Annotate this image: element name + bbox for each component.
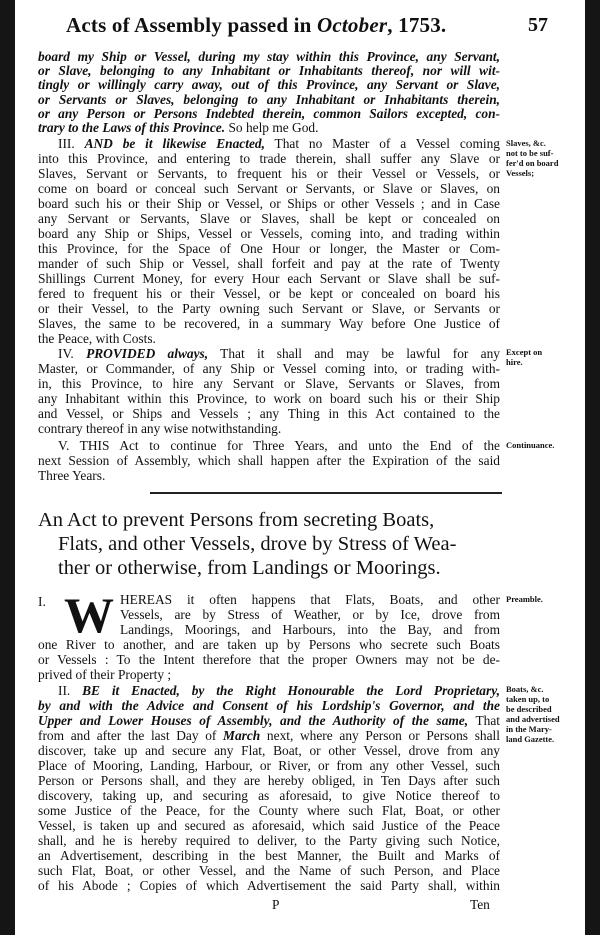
- text-run: come on board or conceal such Servant or Servants, or Slave or Slaves, on: [38, 181, 500, 196]
- text-line: [38, 803, 500, 818]
- text-run: Slaves, the same to be recovered, in a summary Way before One Justice of: [38, 316, 500, 331]
- header-year: , 1753.: [387, 13, 447, 37]
- text-run: next Session of Assembly, which shall happen after the Expiration of the said: [38, 453, 500, 468]
- text-line: [38, 833, 500, 848]
- margin-note-except: [506, 347, 584, 367]
- italic-text-run: or Servants or Slaves, belonging to any Inhabitant or Inhabitants therein,: [38, 91, 500, 107]
- text-line: [120, 622, 500, 637]
- text-run: Place of Mooring, Landing, Harbour, or River, or from any other Vessel, such: [38, 758, 500, 773]
- text-line: [120, 592, 500, 607]
- text-line: [38, 50, 500, 64]
- scan-border-left: [0, 0, 15, 935]
- text-line: [38, 391, 500, 406]
- text-run: or Vessels : To the Intent therefore that the proper Owners may not be de-: [38, 652, 500, 667]
- text-line: [38, 667, 500, 682]
- text-run: or their Vessel, to the Party owning such Servant or Slave, or Servants or: [38, 301, 500, 316]
- text-run: contrary thereof in any wise notwithstanding.: [38, 421, 282, 436]
- text-line: [38, 406, 500, 421]
- text-run: one River to another, and are taken up by Persons who secrete such Boats: [38, 637, 500, 652]
- act-title-line: An Act to prevent Persons from secreting Boats,: [38, 509, 435, 531]
- section-4: [38, 346, 500, 436]
- text-run: some Justice of the Peace, for the County where such Flat, Boat, or other: [38, 803, 500, 818]
- act-title-line: ther or otherwise, from Landings or Moorings.: [58, 557, 441, 579]
- text-line: [38, 698, 500, 713]
- text-line: [38, 683, 500, 698]
- header-title: Acts of Assembly passed in: [66, 13, 318, 37]
- text-line: [38, 331, 500, 346]
- margin-note-line: not to be suf-: [506, 148, 554, 158]
- italic-text-run: by and with the Advice and Consent of his Lordship's Governor, and the: [38, 698, 500, 713]
- header-month: October: [317, 13, 388, 37]
- italic-text-run: tingly or willingly carry away, out of this Province, any Servant or Slave,: [38, 77, 500, 93]
- text-line: [38, 438, 500, 453]
- text-run: prived of their Property ;: [38, 667, 172, 682]
- text-run: this Province, for the Space of One Hour or longer, the Master or Com-: [38, 241, 500, 256]
- text-run: Shillings Current Money, for every Hour each Servant or Slave shall be suf-: [38, 271, 500, 286]
- drop-cap: W: [64, 587, 114, 643]
- text-line: [38, 346, 500, 361]
- text-line: [38, 848, 500, 863]
- text-run: III.: [58, 136, 85, 151]
- margin-note-line: hire.: [506, 357, 523, 367]
- text-line: [38, 256, 500, 271]
- text-run: any Inhabitant within this Province, to work on board such his or their Ship: [38, 391, 500, 406]
- text-run: discover, take up and secure any Flat, Boat, or other Vessel, drove from any: [38, 743, 500, 758]
- text-line: [38, 637, 500, 652]
- section-5: [38, 438, 500, 483]
- text-run: from and after the last Day of: [38, 728, 224, 743]
- text-run: That it shall and may be lawful for any: [208, 346, 501, 361]
- text-run: mander of such Ship or Vessel, shall forfeit and pay at the rate of Twenty: [38, 256, 500, 271]
- margin-note-line: Continuance.: [506, 440, 555, 450]
- text-line: [38, 421, 500, 436]
- text-line: [38, 818, 500, 833]
- text-line: [38, 226, 500, 241]
- running-header: [66, 12, 446, 38]
- text-run: Vessels, are by Stress of Weather, or by Ice, drove from: [120, 607, 500, 622]
- margin-note-line: taken up, to: [506, 694, 550, 704]
- text-line: [38, 136, 500, 151]
- text-run: of his Abode ; Copies of which Advertisement the said Party shall, within: [38, 878, 500, 893]
- text-line: [38, 286, 500, 301]
- text-run: That: [468, 713, 500, 728]
- text-run: HEREAS it often happens that Flats, Boats, and other: [120, 592, 500, 607]
- margin-note-line: fer'd on board: [506, 158, 559, 168]
- page-number: 57: [528, 14, 548, 36]
- text-run: board such his or their Ship or Vessel, or Ships or other Vessels ; and in Case: [38, 196, 500, 211]
- text-line: [38, 181, 500, 196]
- preamble-text: [38, 637, 500, 682]
- text-run: Three Years.: [38, 468, 106, 483]
- preamble-number: I.: [38, 594, 46, 609]
- text-line: [38, 376, 500, 391]
- section-divider: [150, 492, 502, 494]
- text-line: [38, 713, 500, 728]
- text-line: [38, 361, 500, 376]
- text-line: [38, 151, 500, 166]
- text-line: [38, 241, 500, 256]
- margin-note-line: Except on: [506, 347, 543, 357]
- oath-text: [38, 50, 500, 135]
- signature-mark: P: [272, 897, 280, 912]
- text-line: [38, 453, 500, 468]
- text-run: discovery, taking up, and securing as aforesaid, to give Notice thereof to: [38, 788, 500, 803]
- text-run: next, where any Person or Persons shall: [260, 728, 500, 743]
- italic-text-run: March: [223, 728, 261, 743]
- text-line: [38, 166, 500, 181]
- italic-text-run: BE it Enacted, by the Right Honourable the Lord Proprietary,: [82, 683, 500, 698]
- text-line: [38, 788, 500, 803]
- text-run: and Vessel, or Ships and Vessels ; any Thing in this Act contained to the: [38, 406, 500, 421]
- text-run: So help me God.: [225, 119, 319, 135]
- text-line: [38, 316, 500, 331]
- text-line: [38, 78, 500, 92]
- margin-note-line: Boats, &c.: [506, 684, 544, 694]
- margin-note-line: land Gazette.: [506, 734, 555, 744]
- section-2: [38, 683, 500, 893]
- margin-note-line: Vessels;: [506, 168, 535, 178]
- margin-note-preamble: [506, 594, 584, 604]
- italic-text-run: board my Ship or Vessel, during my stay within this Province, any Servant,: [38, 49, 500, 64]
- text-line: [38, 773, 500, 788]
- margin-note-line: and advertised: [506, 714, 560, 724]
- text-run: IV.: [58, 346, 87, 361]
- margin-note-boats: [506, 684, 584, 744]
- text-line: [38, 64, 500, 78]
- text-line: [38, 468, 500, 483]
- text-run: any Servant or Servants, Slave or Slaves, shall be kept or concealed on: [38, 211, 500, 226]
- text-line: [38, 863, 500, 878]
- margin-note-line: Slaves, &c.: [506, 138, 546, 148]
- text-run: an Advertisement, describing in the best Manner, the Built and Marks of: [38, 848, 500, 863]
- text-line: [38, 728, 500, 743]
- margin-note-line: in the Mary-: [506, 724, 552, 734]
- margin-note-line: be described: [506, 704, 552, 714]
- catchword: Ten: [470, 897, 490, 912]
- act-title-line: Flats, and other Vessels, drove by Stress of Wea-: [58, 533, 457, 555]
- text-run: shall, and he is hereby required to deliver, to the Party giving such Notice,: [38, 833, 500, 848]
- text-run: Master, or Commander, of any Ship or Vessel coming into, or trading with-: [38, 361, 500, 376]
- preamble-capped: [120, 592, 500, 637]
- text-run: Landings, Moorings, and Harbours, into the Bay, and from: [120, 622, 500, 637]
- scan-border-right: [585, 0, 600, 935]
- text-run: board any Ship or Ships, Vessel or Vessels, coming into, and trading within: [38, 226, 500, 241]
- text-line: [38, 271, 500, 286]
- text-run: II.: [58, 683, 83, 698]
- text-line: [38, 758, 500, 773]
- italic-text-run: or Slave, belonging to any Inhabitant or Inhabitants thereof, nor will wit-: [38, 63, 500, 79]
- text-run: Vessel, is taken up and secured as aforesaid, which said Justice of the Peace: [38, 818, 500, 833]
- text-line: [38, 107, 500, 121]
- italic-text-run: Upper and Lower Houses of Assembly, and the Authority of the same,: [38, 713, 469, 728]
- section-3: [38, 136, 500, 346]
- italic-text-run: AND be it likewise Enacted,: [84, 136, 265, 151]
- margin-note-line: Preamble.: [506, 594, 543, 604]
- text-line: [38, 743, 500, 758]
- italic-text-run: or any Person or Persons Indebted therein, common Sailors excepted, con-: [38, 105, 500, 121]
- text-run: such Flat, Boat, or other Vessel, and the Name of such Person, and Place: [38, 863, 500, 878]
- text-line: [38, 652, 500, 667]
- act-title: [38, 508, 500, 580]
- text-line: [120, 607, 500, 622]
- text-run: V. THIS Act to continue for Three Years, and unto the End of the: [58, 438, 500, 453]
- text-run: fered to frequent his or their Vessel, or be kept or concealed on board his: [38, 286, 500, 301]
- text-line: [38, 196, 500, 211]
- text-run: Person or Persons shall, and they are hereby obliged, in Ten Days after such: [38, 773, 500, 788]
- text-run: Slaves, Servant or Servants, to frequent his or their Vessel or Vessels, or: [38, 166, 500, 181]
- text-line: [38, 211, 500, 226]
- text-line: [38, 301, 500, 316]
- text-run: the Peace, with Costs.: [38, 331, 156, 346]
- text-line: [38, 121, 500, 135]
- margin-note-continuance: [506, 440, 584, 450]
- text-run: That no Master of a Vessel coming: [264, 136, 500, 151]
- italic-text-run: PROVIDED always,: [86, 346, 209, 361]
- italic-text-run: trary to the Laws of this Province.: [38, 119, 226, 135]
- text-run: into this Province, and entering to trade therein, shall suffer any Slave or: [38, 151, 500, 166]
- text-line: [38, 93, 500, 107]
- text-line: [38, 878, 500, 893]
- text-run: in, this Province, to hire any Servant or Slave, Servants or Slaves, from: [38, 376, 500, 391]
- margin-note-slaves: [506, 138, 584, 178]
